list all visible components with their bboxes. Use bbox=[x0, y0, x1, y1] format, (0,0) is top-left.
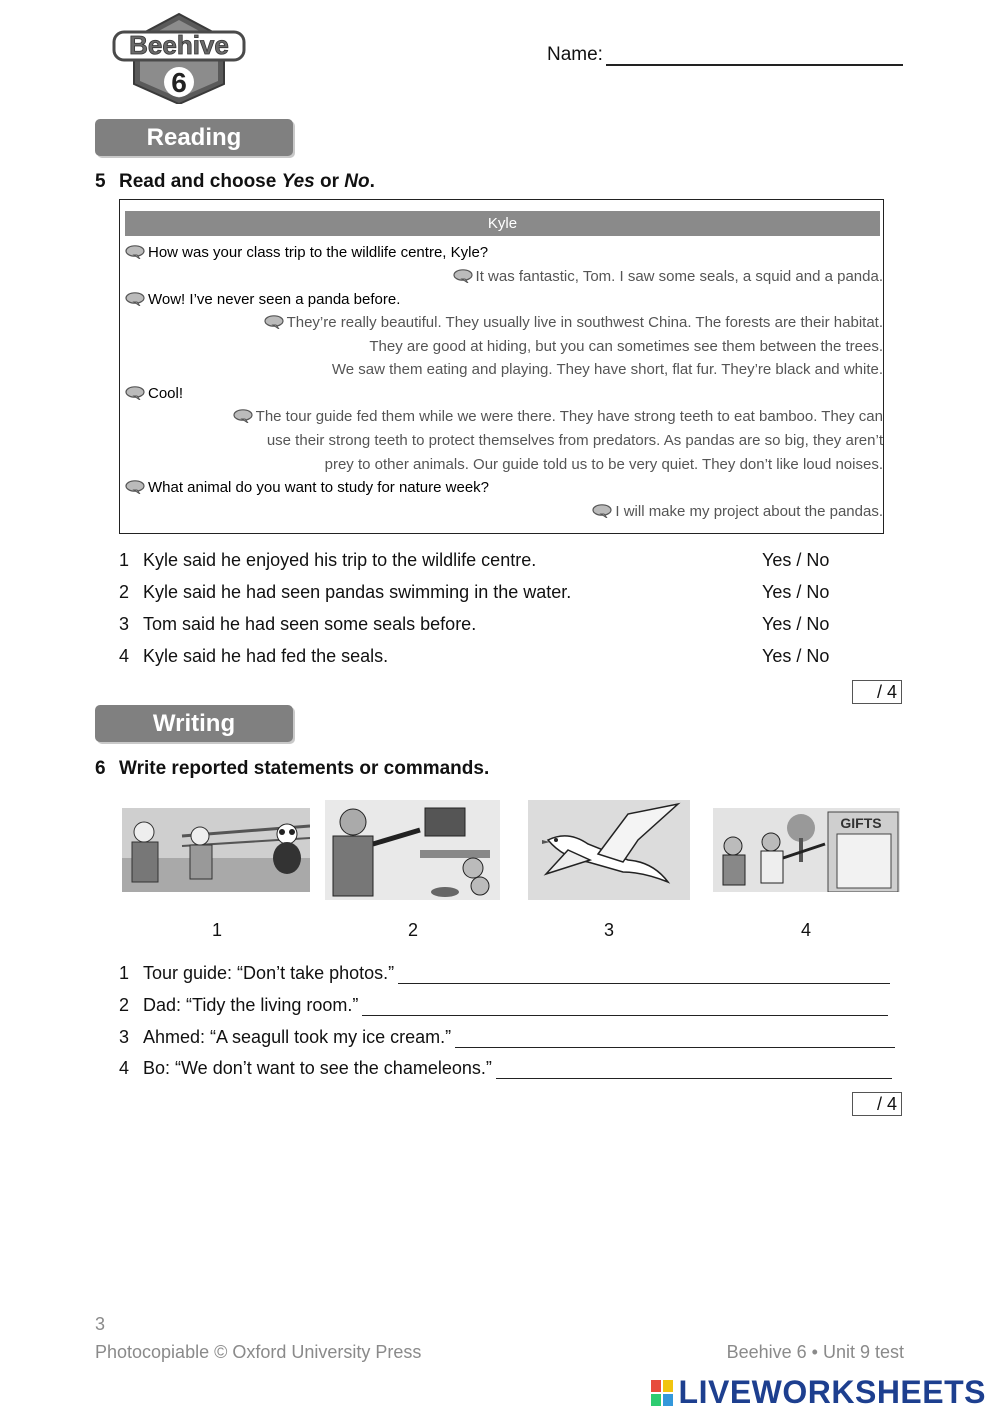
dialogue-line-kyle: I will make my project about the pandas. bbox=[592, 503, 883, 520]
picture-gift-shop bbox=[713, 808, 900, 892]
speech-bubble-icon bbox=[125, 386, 145, 400]
picture-messy-room bbox=[325, 800, 500, 900]
yes-no-choice-3[interactable]: Yes / No bbox=[762, 614, 830, 634]
reading-score-box: / 4 bbox=[852, 680, 902, 704]
writing-item-4: 4 Bo: “We don’t want to see the chameleons.” bbox=[119, 1058, 892, 1079]
writing-item-2: 2 Dad: “Tidy the living room.” bbox=[119, 995, 888, 1016]
dialogue-line-tom: Cool! bbox=[125, 385, 183, 402]
page-number: 3 bbox=[95, 1314, 106, 1334]
speech-bubble-icon bbox=[125, 480, 145, 494]
dialogue-line-tom: How was your class trip to the wildlife centre, Kyle? bbox=[125, 244, 488, 261]
writing-task-title: 6 Write reported statements or commands. bbox=[95, 758, 490, 779]
speech-bubble-icon bbox=[264, 315, 284, 329]
svg-text:GIFTS: GIFTS bbox=[840, 815, 882, 831]
reading-question-1: 1 Kyle said he enjoyed his trip to the wildlife centre. bbox=[119, 550, 537, 570]
book-unit-label: Beehive 6 • Unit 9 test bbox=[726, 1342, 904, 1362]
picture-seagull bbox=[528, 800, 690, 900]
answer-line-4[interactable] bbox=[496, 1061, 892, 1079]
dialogue-line-kyle: It was fantastic, Tom. I saw some seals, a squid and a panda. bbox=[453, 268, 883, 285]
answer-line-3[interactable] bbox=[455, 1030, 895, 1048]
reading-question-2: 2 Kyle said he had seen pandas swimming in the water. bbox=[119, 582, 572, 602]
reading-task-title: 5 Read and choose Yes or No. bbox=[95, 171, 375, 192]
writing-item-3: 3 Ahmed: “A seagull took my ice cream.” bbox=[119, 1027, 895, 1048]
yes-no-choice-4[interactable]: Yes / No bbox=[762, 646, 830, 666]
speech-bubble-icon bbox=[592, 504, 612, 518]
dialogue-title: Kyle bbox=[125, 211, 880, 236]
answer-line-1[interactable] bbox=[398, 966, 890, 984]
dialogue-line-kyle: They’re really beautiful. They usually live in southwest China. The forests are their habitat. bbox=[264, 314, 883, 331]
reading-section-tab: Reading bbox=[95, 119, 293, 156]
name-input-line[interactable] bbox=[606, 64, 903, 66]
dialogue-line-kyle-cont: We saw them eating and playing. They have short, flat fur. They’re black and white. bbox=[331, 361, 883, 378]
reading-question-4: 4 Kyle said he had fed the seals. bbox=[119, 646, 389, 666]
task-number: 5 bbox=[95, 171, 106, 192]
dialogue-line-kyle-cont: They are good at hiding, but you can sometimes see them between the trees. bbox=[369, 338, 883, 355]
speech-bubble-icon bbox=[233, 409, 253, 423]
picture-number-3: 3 bbox=[603, 920, 614, 940]
yes-no-choice-2[interactable]: Yes / No bbox=[762, 582, 830, 602]
picture-number-4: 4 bbox=[800, 920, 811, 940]
yes-no-choice-1[interactable]: Yes / No bbox=[762, 550, 830, 570]
liveworksheets-watermark: LIVEWORKSHEETS bbox=[651, 1374, 986, 1411]
beehive-logo bbox=[112, 12, 246, 104]
svg-text:6: 6 bbox=[171, 67, 187, 98]
dialogue-line-kyle-cont: use their strong teeth to protect themselves from predators. As pandas are so big, they aren’t bbox=[266, 432, 883, 449]
dialogue-line-tom: What animal do you want to study for nature week? bbox=[125, 479, 489, 496]
writing-score-box: / 4 bbox=[852, 1092, 902, 1116]
answer-line-2[interactable] bbox=[362, 998, 888, 1016]
name-label: Name: bbox=[547, 44, 603, 65]
picture-number-2: 2 bbox=[407, 920, 418, 940]
picture-zoo-photo bbox=[122, 808, 310, 892]
speech-bubble-icon bbox=[453, 269, 473, 283]
dialogue-line-tom: Wow! I’ve never seen a panda before. bbox=[125, 291, 400, 308]
writing-section-tab: Writing bbox=[95, 705, 293, 742]
picture-number-1: 1 bbox=[211, 920, 222, 940]
svg-text:Beehive: Beehive bbox=[129, 30, 229, 60]
reading-question-3: 3 Tom said he had seen some seals before. bbox=[119, 614, 477, 634]
speech-bubble-icon bbox=[125, 292, 145, 306]
speech-bubble-icon bbox=[125, 245, 145, 259]
dialogue-line-kyle-cont: prey to other animals. Our guide told us to be very quiet. They don’t like loud noises. bbox=[324, 456, 883, 473]
copyright-text: Photocopiable © Oxford University Press bbox=[95, 1342, 422, 1362]
liveworksheets-logo-icon bbox=[651, 1380, 673, 1406]
dialogue-line-kyle: The tour guide fed them while we were there. They have strong teeth to eat bamboo. They can bbox=[233, 408, 883, 425]
writing-item-1: 1 Tour guide: “Don’t take photos.” bbox=[119, 963, 890, 984]
